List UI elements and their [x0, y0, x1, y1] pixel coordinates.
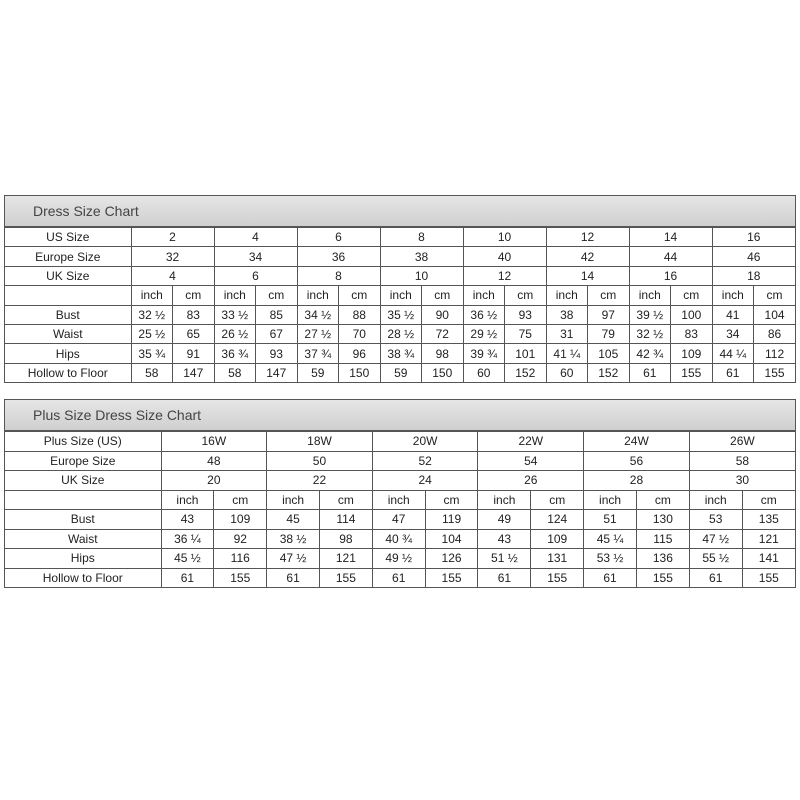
measure-value: 155 — [671, 363, 713, 382]
size-value: 42 — [546, 247, 629, 266]
unit-label: cm — [425, 490, 478, 510]
size-value: 16 — [712, 228, 795, 247]
size-row — [5, 266, 795, 285]
measure-value: 141 — [742, 549, 795, 569]
unit-row — [5, 286, 795, 305]
measure-value: 36 ¼ — [161, 529, 214, 549]
measure-value: 40 ¾ — [372, 529, 425, 549]
size-value: 26 — [478, 471, 584, 491]
plus-size-dress-size-chart — [4, 399, 796, 588]
size-row — [5, 228, 795, 247]
measure-value: 65 — [173, 324, 215, 343]
unit-label: inch — [712, 286, 754, 305]
measure-value: 86 — [754, 324, 796, 343]
measure-value: 61 — [689, 568, 742, 587]
measure-value: 121 — [319, 549, 372, 569]
measure-value: 51 — [584, 510, 637, 530]
row-label: Waist — [5, 324, 131, 343]
measure-value: 34 — [712, 324, 754, 343]
unit-label: inch — [629, 286, 671, 305]
measure-row — [5, 549, 795, 569]
unit-label: inch — [584, 490, 637, 510]
size-row — [5, 432, 795, 452]
unit-label: cm — [531, 490, 584, 510]
measure-row — [5, 305, 795, 324]
unit-label: inch — [478, 490, 531, 510]
measure-value: 29 ½ — [463, 324, 505, 343]
measure-value: 109 — [531, 529, 584, 549]
measure-value: 53 — [689, 510, 742, 530]
unit-label: inch — [214, 286, 256, 305]
size-value: 12 — [463, 266, 546, 285]
size-row — [5, 451, 795, 471]
measure-value: 60 — [463, 363, 505, 382]
size-value: 6 — [297, 228, 380, 247]
measure-value: 35 ¾ — [131, 344, 173, 363]
measure-value: 61 — [161, 568, 214, 587]
measure-row — [5, 344, 795, 363]
measure-value: 98 — [319, 529, 372, 549]
measure-value: 34 ½ — [297, 305, 339, 324]
measure-value: 47 ½ — [689, 529, 742, 549]
size-value: 8 — [380, 228, 463, 247]
measure-value: 131 — [531, 549, 584, 569]
size-value: 22 — [267, 471, 373, 491]
size-value: 36 — [297, 247, 380, 266]
size-value: 38 — [380, 247, 463, 266]
measure-value: 150 — [339, 363, 381, 382]
row-label: Waist — [5, 529, 161, 549]
row-label: Bust — [5, 510, 161, 530]
measure-value: 83 — [173, 305, 215, 324]
size-value: 16W — [161, 432, 267, 452]
measure-value: 45 ½ — [161, 549, 214, 569]
measure-value: 155 — [214, 568, 267, 587]
measure-value: 124 — [531, 510, 584, 530]
size-value: 50 — [267, 451, 373, 471]
measure-value: 114 — [319, 510, 372, 530]
row-label-empty — [5, 490, 161, 510]
measure-value: 101 — [505, 344, 547, 363]
size-value: 28 — [584, 471, 690, 491]
size-value: 10 — [380, 266, 463, 285]
measure-value: 47 ½ — [267, 549, 320, 569]
measure-value: 85 — [256, 305, 298, 324]
measure-row — [5, 324, 795, 343]
unit-label: cm — [754, 286, 796, 305]
unit-row — [5, 490, 795, 510]
measure-value: 59 — [380, 363, 422, 382]
measure-value: 39 ¾ — [463, 344, 505, 363]
measure-value: 90 — [422, 305, 464, 324]
dress-size-chart — [4, 195, 796, 383]
measure-value: 44 ¼ — [712, 344, 754, 363]
measure-value: 36 ½ — [463, 305, 505, 324]
measure-value: 109 — [671, 344, 713, 363]
measure-value: 38 — [546, 305, 588, 324]
measure-value: 121 — [742, 529, 795, 549]
size-value: 56 — [584, 451, 690, 471]
unit-label: inch — [380, 286, 422, 305]
row-label: US Size — [5, 228, 131, 247]
measure-value: 45 ¼ — [584, 529, 637, 549]
size-value: 2 — [131, 228, 214, 247]
measure-value: 119 — [425, 510, 478, 530]
measure-value: 126 — [425, 549, 478, 569]
size-value: 52 — [372, 451, 478, 471]
measure-value: 38 ½ — [267, 529, 320, 549]
unit-label: inch — [161, 490, 214, 510]
measure-value: 88 — [339, 305, 381, 324]
measure-value: 32 ½ — [629, 324, 671, 343]
measure-value: 67 — [256, 324, 298, 343]
measure-value: 155 — [742, 568, 795, 587]
measure-value: 55 ½ — [689, 549, 742, 569]
measure-value: 152 — [588, 363, 630, 382]
measure-value: 105 — [588, 344, 630, 363]
size-value: 18 — [712, 266, 795, 285]
measure-value: 47 — [372, 510, 425, 530]
unit-label: inch — [546, 286, 588, 305]
measure-value: 61 — [478, 568, 531, 587]
measure-value: 61 — [372, 568, 425, 587]
measure-value: 116 — [214, 549, 267, 569]
measure-value: 83 — [671, 324, 713, 343]
size-value: 40 — [463, 247, 546, 266]
measure-value: 104 — [754, 305, 796, 324]
measure-value: 135 — [742, 510, 795, 530]
measure-value: 38 ¾ — [380, 344, 422, 363]
measure-value: 93 — [505, 305, 547, 324]
measure-value: 97 — [588, 305, 630, 324]
size-value: 18W — [267, 432, 373, 452]
measure-value: 26 ½ — [214, 324, 256, 343]
measure-value: 152 — [505, 363, 547, 382]
row-label: Plus Size (US) — [5, 432, 161, 452]
measure-row — [5, 568, 795, 587]
measure-row — [5, 529, 795, 549]
measure-value: 92 — [214, 529, 267, 549]
measure-value: 72 — [422, 324, 464, 343]
size-table — [5, 431, 795, 587]
measure-value: 112 — [754, 344, 796, 363]
measure-value: 61 — [712, 363, 754, 382]
measure-value: 39 ½ — [629, 305, 671, 324]
row-label: Hips — [5, 549, 161, 569]
unit-label: cm — [256, 286, 298, 305]
size-value: 6 — [214, 266, 297, 285]
unit-label: inch — [267, 490, 320, 510]
size-value: 58 — [689, 451, 795, 471]
measure-value: 36 ¾ — [214, 344, 256, 363]
measure-value: 147 — [173, 363, 215, 382]
unit-label: cm — [671, 286, 713, 305]
chart-title: Dress Size Chart — [5, 196, 795, 227]
row-label: UK Size — [5, 266, 131, 285]
size-value: 10 — [463, 228, 546, 247]
measure-value: 155 — [754, 363, 796, 382]
measure-value: 155 — [319, 568, 372, 587]
unit-label: cm — [173, 286, 215, 305]
size-value: 24 — [372, 471, 478, 491]
measure-value: 27 ½ — [297, 324, 339, 343]
measure-value: 115 — [636, 529, 689, 549]
measure-value: 93 — [256, 344, 298, 363]
row-label: Hips — [5, 344, 131, 363]
measure-value: 49 ½ — [372, 549, 425, 569]
measure-value: 49 — [478, 510, 531, 530]
measure-value: 130 — [636, 510, 689, 530]
measure-value: 35 ½ — [380, 305, 422, 324]
row-label: Hollow to Floor — [5, 568, 161, 587]
chart-title: Plus Size Dress Size Chart — [5, 400, 795, 431]
measure-value: 70 — [339, 324, 381, 343]
row-label: UK Size — [5, 471, 161, 491]
size-table — [5, 227, 795, 382]
measure-value: 79 — [588, 324, 630, 343]
unit-label: cm — [636, 490, 689, 510]
measure-value: 41 ¼ — [546, 344, 588, 363]
measure-value: 75 — [505, 324, 547, 343]
measure-value: 100 — [671, 305, 713, 324]
measure-value: 136 — [636, 549, 689, 569]
size-value: 22W — [478, 432, 584, 452]
size-value: 8 — [297, 266, 380, 285]
unit-label: cm — [588, 286, 630, 305]
size-value: 26W — [689, 432, 795, 452]
size-value: 20 — [161, 471, 267, 491]
measure-value: 31 — [546, 324, 588, 343]
row-label: Hollow to Floor — [5, 363, 131, 382]
row-label: Europe Size — [5, 451, 161, 471]
size-value: 16 — [629, 266, 712, 285]
size-value: 30 — [689, 471, 795, 491]
measure-value: 61 — [267, 568, 320, 587]
unit-label: cm — [214, 490, 267, 510]
measure-value: 33 ½ — [214, 305, 256, 324]
measure-value: 104 — [425, 529, 478, 549]
measure-value: 59 — [297, 363, 339, 382]
size-value: 54 — [478, 451, 584, 471]
size-value: 24W — [584, 432, 690, 452]
size-value: 20W — [372, 432, 478, 452]
measure-value: 98 — [422, 344, 464, 363]
unit-label: inch — [463, 286, 505, 305]
measure-value: 155 — [531, 568, 584, 587]
measure-value: 25 ½ — [131, 324, 173, 343]
unit-label: cm — [742, 490, 795, 510]
measure-value: 43 — [478, 529, 531, 549]
measure-value: 61 — [629, 363, 671, 382]
size-value: 34 — [214, 247, 297, 266]
measure-value: 60 — [546, 363, 588, 382]
measure-value: 61 — [584, 568, 637, 587]
size-value: 32 — [131, 247, 214, 266]
measure-value: 58 — [131, 363, 173, 382]
unit-label: inch — [297, 286, 339, 305]
measure-value: 155 — [425, 568, 478, 587]
measure-row — [5, 510, 795, 530]
unit-label: inch — [372, 490, 425, 510]
measure-value: 51 ½ — [478, 549, 531, 569]
measure-value: 91 — [173, 344, 215, 363]
measure-value: 32 ½ — [131, 305, 173, 324]
size-value: 4 — [131, 266, 214, 285]
measure-value: 58 — [214, 363, 256, 382]
unit-label: cm — [422, 286, 464, 305]
size-row — [5, 471, 795, 491]
measure-value: 28 ½ — [380, 324, 422, 343]
measure-value: 37 ¾ — [297, 344, 339, 363]
size-value: 48 — [161, 451, 267, 471]
measure-value: 96 — [339, 344, 381, 363]
unit-label: inch — [131, 286, 173, 305]
measure-value: 41 — [712, 305, 754, 324]
size-value: 12 — [546, 228, 629, 247]
size-value: 46 — [712, 247, 795, 266]
measure-value: 43 — [161, 510, 214, 530]
measure-value: 147 — [256, 363, 298, 382]
row-label: Bust — [5, 305, 131, 324]
row-label: Europe Size — [5, 247, 131, 266]
size-value: 4 — [214, 228, 297, 247]
unit-label: cm — [505, 286, 547, 305]
measure-value: 109 — [214, 510, 267, 530]
unit-label: cm — [339, 286, 381, 305]
unit-label: cm — [319, 490, 372, 510]
measure-row — [5, 363, 795, 382]
size-row — [5, 247, 795, 266]
measure-value: 150 — [422, 363, 464, 382]
row-label-empty — [5, 286, 131, 305]
measure-value: 42 ¾ — [629, 344, 671, 363]
measure-value: 155 — [636, 568, 689, 587]
size-value: 14 — [546, 266, 629, 285]
size-value: 44 — [629, 247, 712, 266]
measure-value: 45 — [267, 510, 320, 530]
size-value: 14 — [629, 228, 712, 247]
unit-label: inch — [689, 490, 742, 510]
measure-value: 53 ½ — [584, 549, 637, 569]
